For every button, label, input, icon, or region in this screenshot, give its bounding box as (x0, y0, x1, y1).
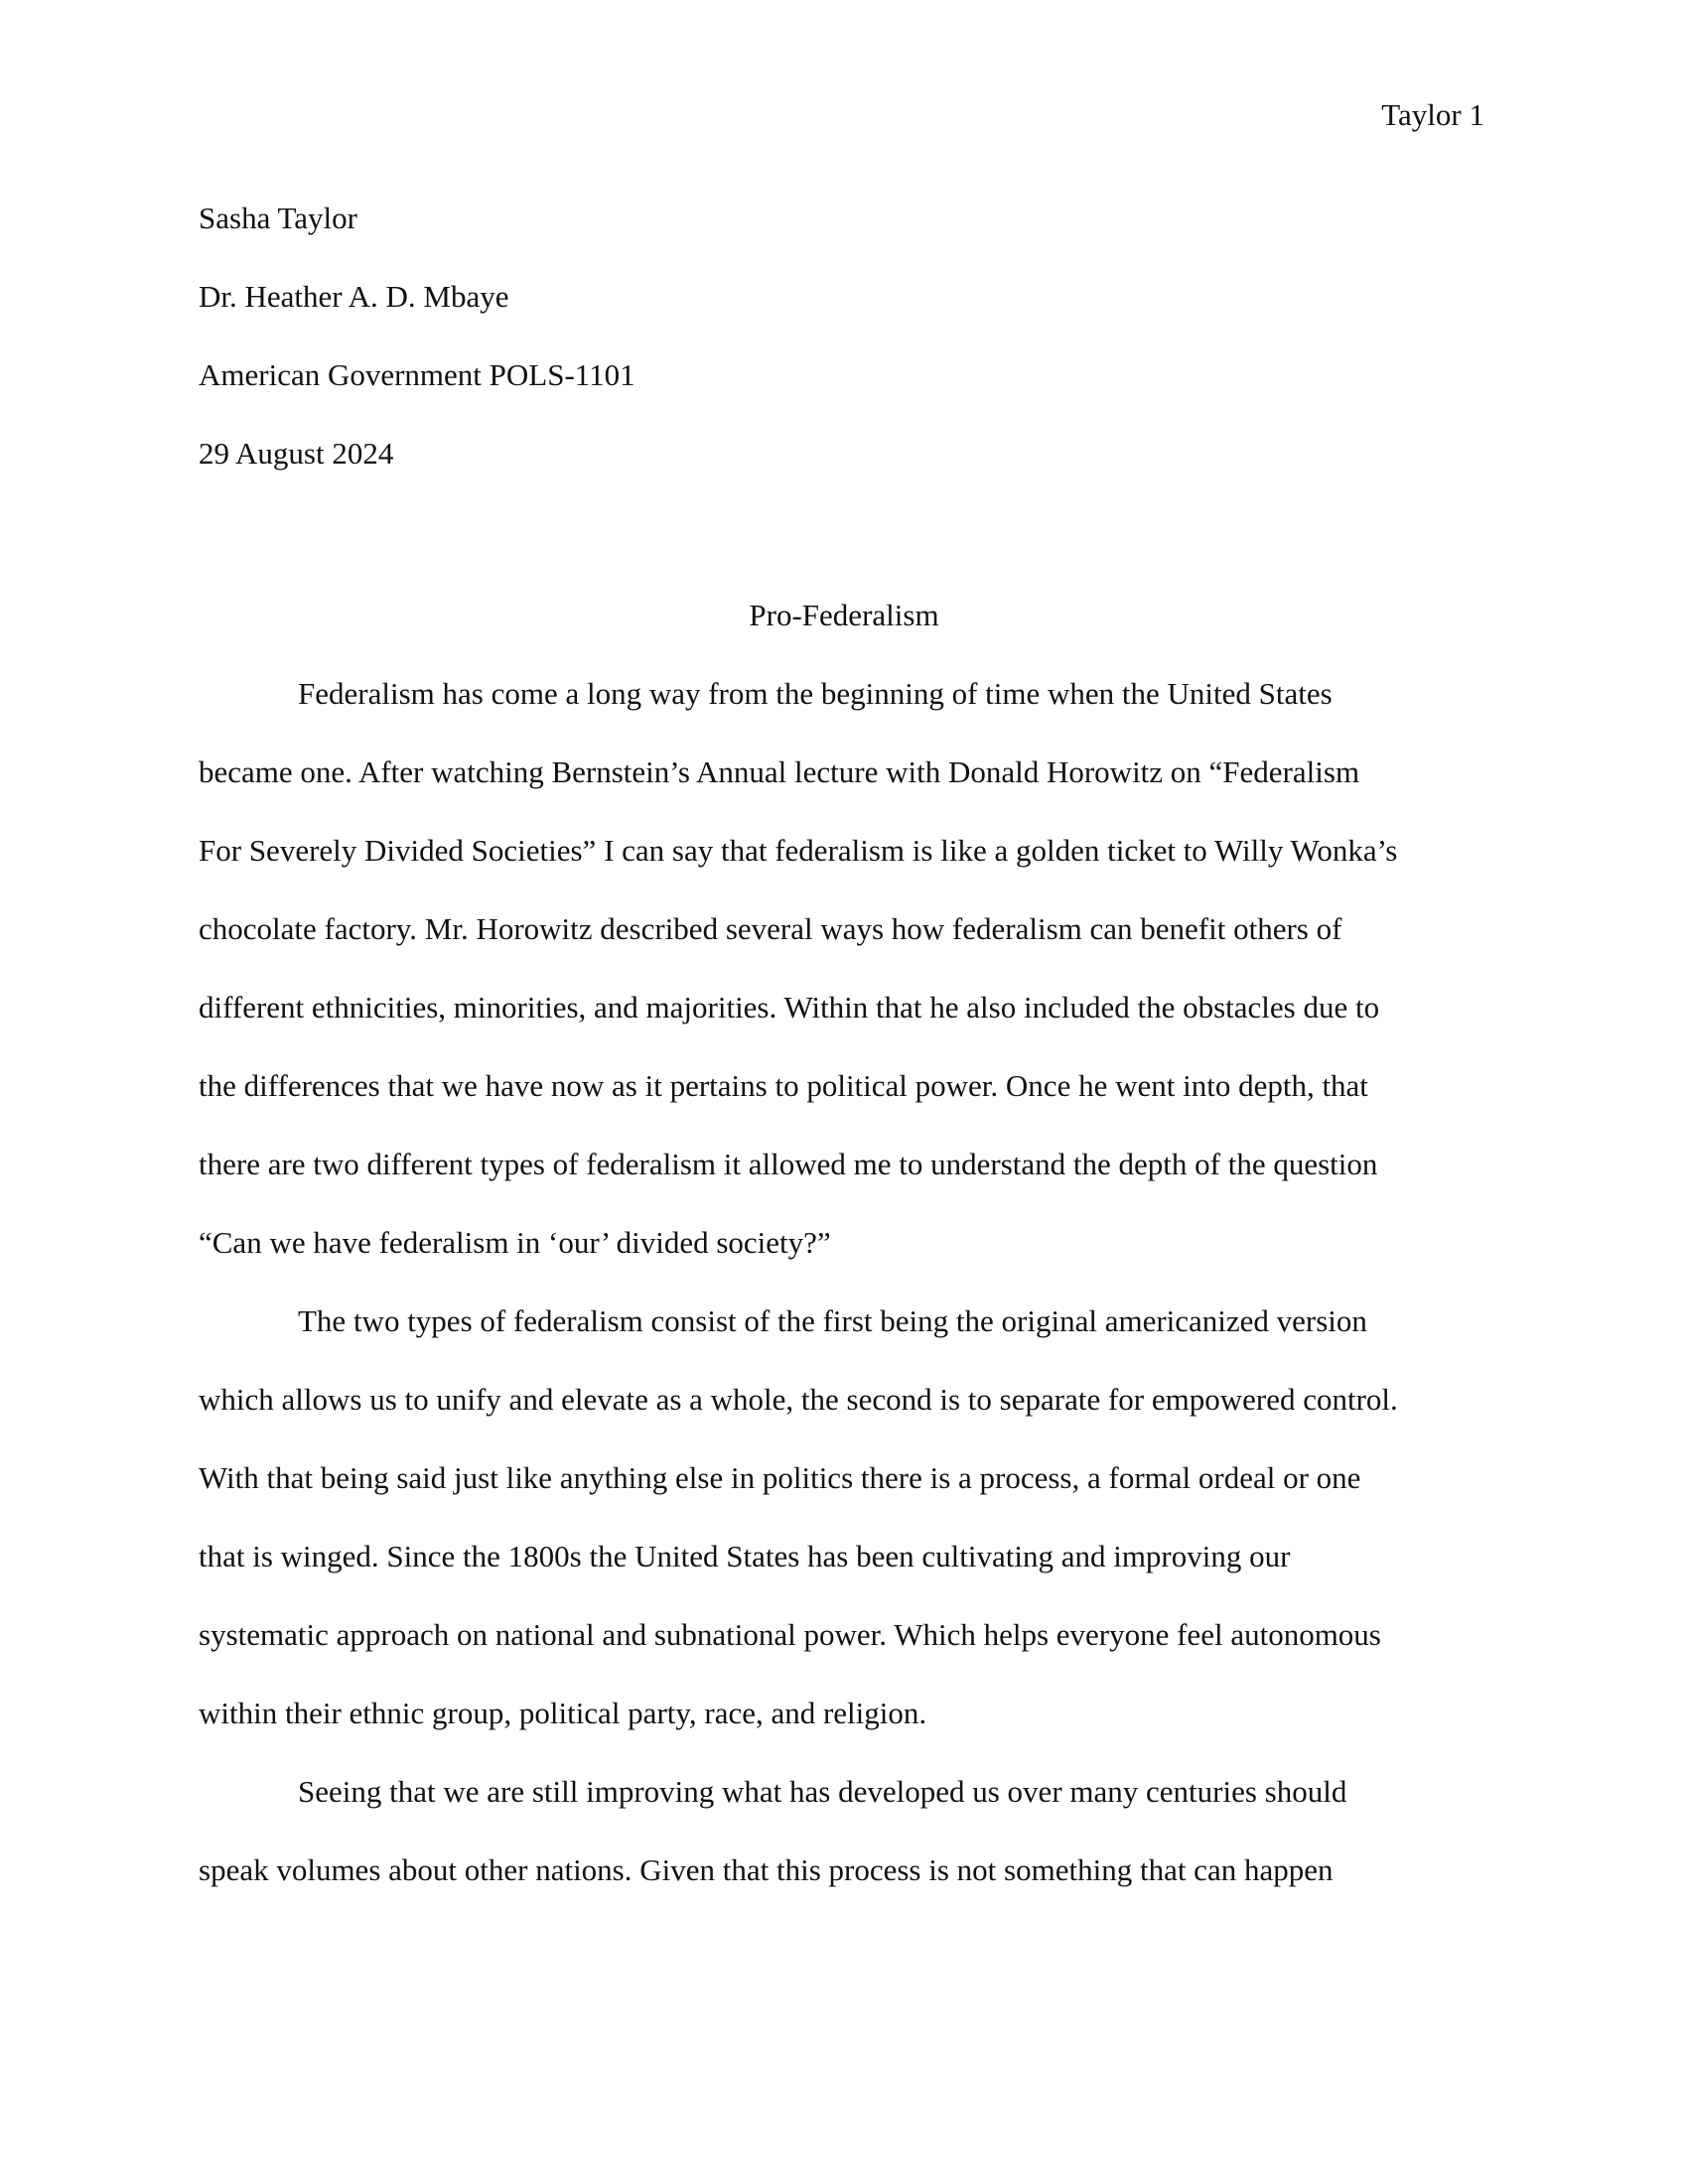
body-line: “Can we have federalism in ‘our’ divided society?” (199, 1225, 831, 1260)
body-line: The two types of federalism consist of the first being the original americanized version (298, 1303, 1367, 1338)
body-line: that is winged. Since the 1800s the United States has been cultivating and improving our (199, 1539, 1291, 1573)
course-name: American Government POLS-1101 (199, 357, 635, 392)
mla-heading (199, 201, 635, 514)
body-line: within their ethnic group, political party, race, and religion. (199, 1696, 927, 1730)
body-line: which allows us to unify and elevate as a whole, the second is to separate for empowered control. (199, 1382, 1398, 1417)
instructor-name: Dr. Heather A. D. Mbaye (199, 279, 509, 314)
body-line: chocolate factory. Mr. Horowitz described several ways how federalism can benefit others of (199, 911, 1342, 946)
essay-title: Pro-Federalism (749, 598, 939, 632)
essay-date: 29 August 2024 (199, 436, 394, 471)
body-line: Federalism has come a long way from the beginning of time when the United States (298, 676, 1333, 711)
body-line: there are two different types of federalism it allowed me to understand the depth of the question (199, 1147, 1378, 1181)
body-line: Seeing that we are still improving what has developed us over many centuries should (298, 1774, 1347, 1809)
body-line: the differences that we have now as it pertains to political power. Once he went into depth, that (199, 1068, 1368, 1103)
body-line: speak volumes about other nations. Given that this process is not something that can happen (199, 1852, 1334, 1887)
body-line: For Severely Divided Societies” I can say that federalism is like a golden ticket to Willy Wonka’s (199, 833, 1398, 868)
body-line: systematic approach on national and subnational power. Which helps everyone feel autonomous (199, 1617, 1381, 1652)
body-line: different ethnicities, minorities, and majorities. Within that he also included the obstacles due to (199, 990, 1380, 1024)
body-line: became one. After watching Bernstein’s Annual lecture with Donald Horowitz on “Federalism (199, 754, 1360, 789)
student-name: Sasha Taylor (199, 201, 357, 235)
running-header: Taylor 1 (1381, 97, 1484, 132)
body-line: With that being said just like anything else in politics there is a process, a formal ordeal or one (199, 1460, 1361, 1495)
